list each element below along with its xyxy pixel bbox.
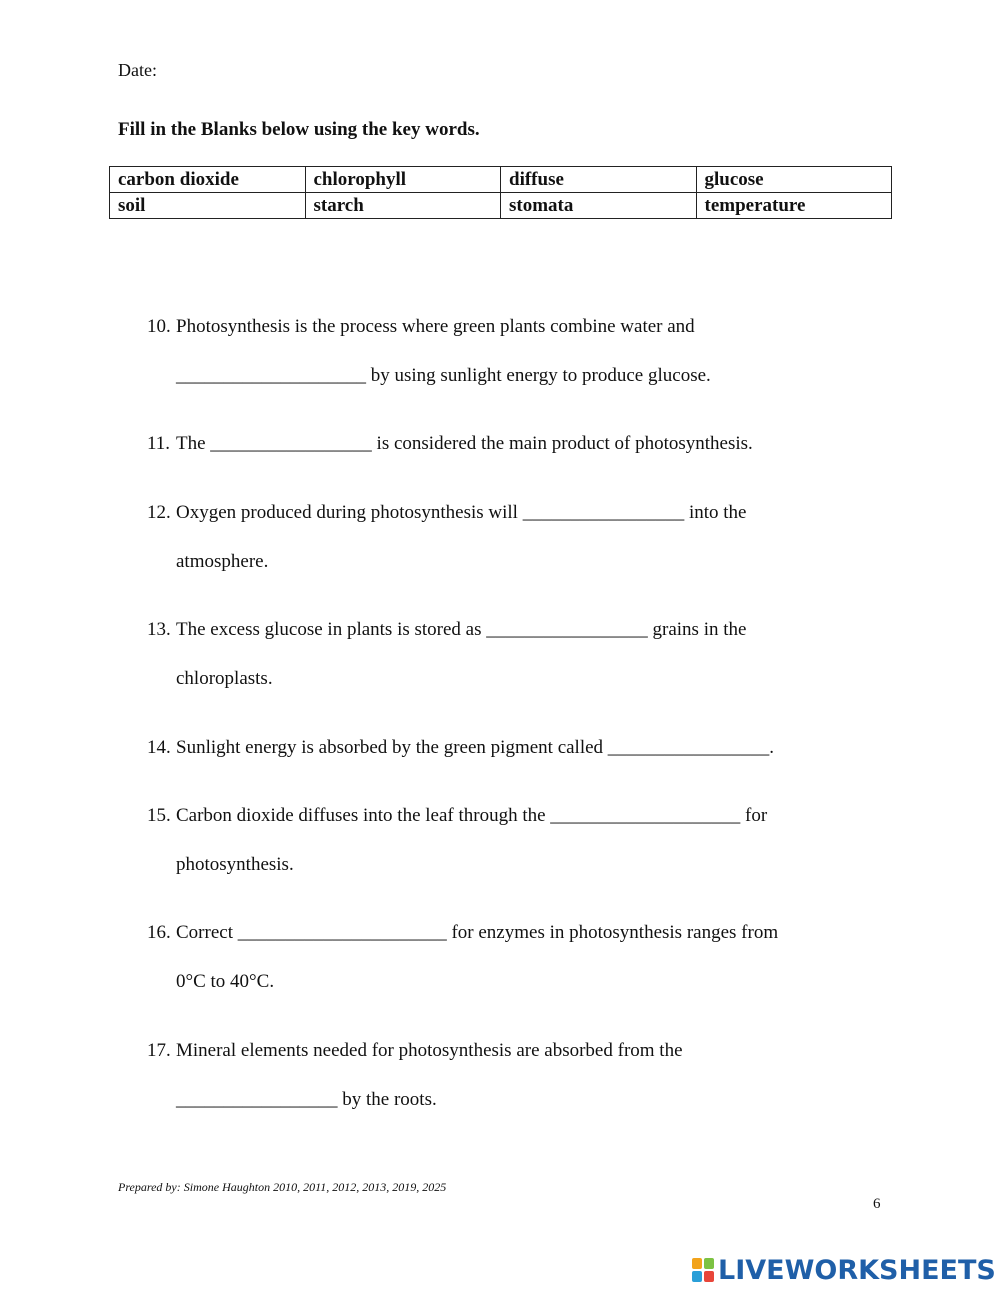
- keyword-cell: temperature: [696, 193, 892, 219]
- question-text-blank[interactable]: The excess glucose in plants is stored as _________________ grains in the: [176, 619, 747, 640]
- keyword-cell: carbon dioxide: [110, 167, 306, 193]
- question-text-blank[interactable]: Carbon dioxide diffuses into the leaf through the ____________________ for: [176, 805, 768, 826]
- keyword-row: [110, 167, 892, 193]
- liveworksheets-mark-icon: [692, 1258, 714, 1282]
- logo-square: [704, 1258, 714, 1269]
- question-text: 0°C to 40°C.: [176, 971, 275, 992]
- question-text-blank[interactable]: _________________ by the roots.: [176, 1089, 437, 1110]
- question-text-blank[interactable]: Oxygen produced during photosynthesis will _________________ into the: [176, 502, 747, 523]
- prepared-by-footer: Prepared by: Simone Haughton 2010, 2011, 2012, 2013, 2019, 2025: [118, 1180, 447, 1194]
- liveworksheets-logo[interactable]: [692, 1254, 996, 1286]
- keyword-cell: chlorophyll: [305, 167, 501, 193]
- logo-square: [704, 1271, 714, 1282]
- question-text: atmosphere.: [176, 551, 269, 572]
- instructions-heading: Fill in the Blanks below using the key words.: [118, 119, 480, 140]
- keyword-cell: diffuse: [501, 167, 697, 193]
- question-number: 11.: [147, 433, 171, 454]
- keyword-cell: starch: [305, 193, 501, 219]
- keyword-cell: glucose: [696, 167, 892, 193]
- question-text: photosynthesis.: [176, 854, 294, 875]
- logo-square: [692, 1258, 702, 1269]
- question-number: 16.: [147, 922, 171, 943]
- question-number: 14.: [147, 737, 171, 758]
- question-number: 10.: [147, 316, 171, 337]
- keyword-cell: soil: [110, 193, 306, 219]
- keyword-row: [110, 193, 892, 219]
- question-number: 12.: [147, 502, 171, 523]
- question-text: Mineral elements needed for photosynthesis are absorbed from the: [176, 1040, 683, 1061]
- question-text-blank[interactable]: Sunlight energy is absorbed by the green pigment called _________________.: [176, 737, 775, 758]
- question-number: 15.: [147, 805, 171, 826]
- question-text: Photosynthesis is the process where green plants combine water and: [176, 316, 695, 337]
- date-label: Date:: [118, 60, 157, 80]
- question-number: 17.: [147, 1040, 171, 1061]
- question-text-blank[interactable]: Correct ______________________ for enzymes in photosynthesis ranges from: [176, 922, 779, 943]
- brand-name: LIVEWORKSHEETS: [718, 1254, 996, 1286]
- logo-square: [692, 1271, 702, 1282]
- question-number: 13.: [147, 619, 171, 640]
- keyword-cell: stomata: [501, 193, 697, 219]
- page-number: 6: [873, 1196, 881, 1212]
- question-text-blank[interactable]: ____________________ by using sunlight energy to produce glucose.: [176, 365, 711, 386]
- keyword-table: [109, 166, 892, 219]
- question-text: chloroplasts.: [176, 668, 273, 689]
- question-text-blank[interactable]: The _________________ is considered the main product of photosynthesis.: [176, 433, 753, 454]
